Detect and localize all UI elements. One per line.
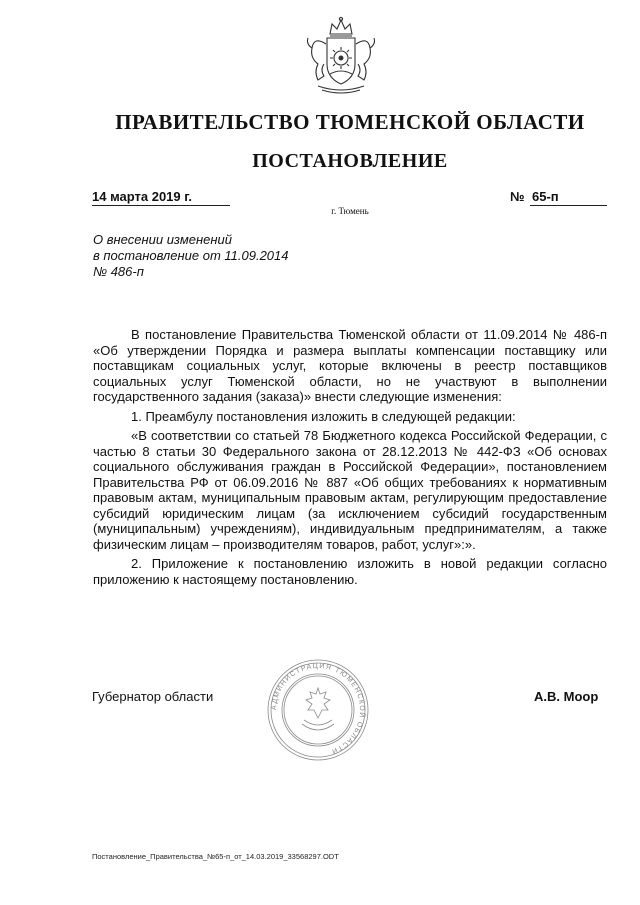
city-label: г. Тюмень <box>331 206 369 216</box>
subject-line: в постановление от 11.09.2014 <box>93 248 289 263</box>
document-number: 65-п <box>530 189 607 206</box>
signer-name: А.В. Моор <box>534 689 599 704</box>
document-type: ПОСТАНОВЛЕНИЕ <box>252 150 448 172</box>
svg-text:АДМИНИСТРАЦИЯ ТЮМЕНСКОЙ ОБЛАСТ <box>271 663 367 755</box>
subject-line: № 486-п <box>93 264 144 279</box>
signer-position: Губернатор области <box>92 689 214 704</box>
document-subject <box>93 232 289 280</box>
body-paragraph: 1. Преамбулу постановления изложить в следующей редакции: <box>131 408 516 424</box>
coat-of-arms-icon <box>296 14 386 96</box>
subject-line: О внесении изменений <box>93 232 232 247</box>
body-paragraph: 2. Приложение к постановлению изложить в новой редакции согласно приложению к настоящему постановлению. <box>93 556 607 587</box>
document-body <box>93 327 607 587</box>
organization-title: ПРАВИТЕЛЬСТВО ТЮМЕНСКОЙ ОБЛАСТИ <box>115 110 585 134</box>
official-seal-icon <box>266 658 370 762</box>
document-date: 14 марта 2019 г. <box>92 189 230 206</box>
body-paragraph: «В соответствии со статьей 78 Бюджетного кодекса Российской Федерации, с частью 8 статьи 30 Федерального закона от 28.12.2013 № 442-ФЗ «Об основах социального обслуживания граждан в Российской Федерации», постановлением Правительства РФ от 06.09.2016 № 887 «Об общих требованиях к нормативным правовым актам, муниципальным правовым актам, регулирующим предоставление субсидий юридическим лицам (за исключением субсидий государственным (муниципальным) учреждениям), индивидуальным предпринимателям, а также физическим лицам – производителям товаров, работ, услуг»:». <box>93 428 607 552</box>
body-paragraph: В постановление Правительства Тюменской области от 11.09.2014 № 486-п «Об утверждении Порядка и размера выплаты компенсации поставщику или поставщикам социальных услуг, которые включены в реестр поставщиков социальных услуг Тюменской области, но не участвуют в выполнении государственного задания (заказа)» внести следующие изменения: <box>93 327 607 404</box>
seal-text: АДМИНИСТРАЦИЯ ТЮМЕНСКОЙ ОБЛАСТИ <box>270 662 366 755</box>
number-label: № <box>510 189 525 204</box>
footer-filename: Постановление_Правительства_№65-п_от_14.03.2019_33568297.ODT <box>92 852 339 861</box>
